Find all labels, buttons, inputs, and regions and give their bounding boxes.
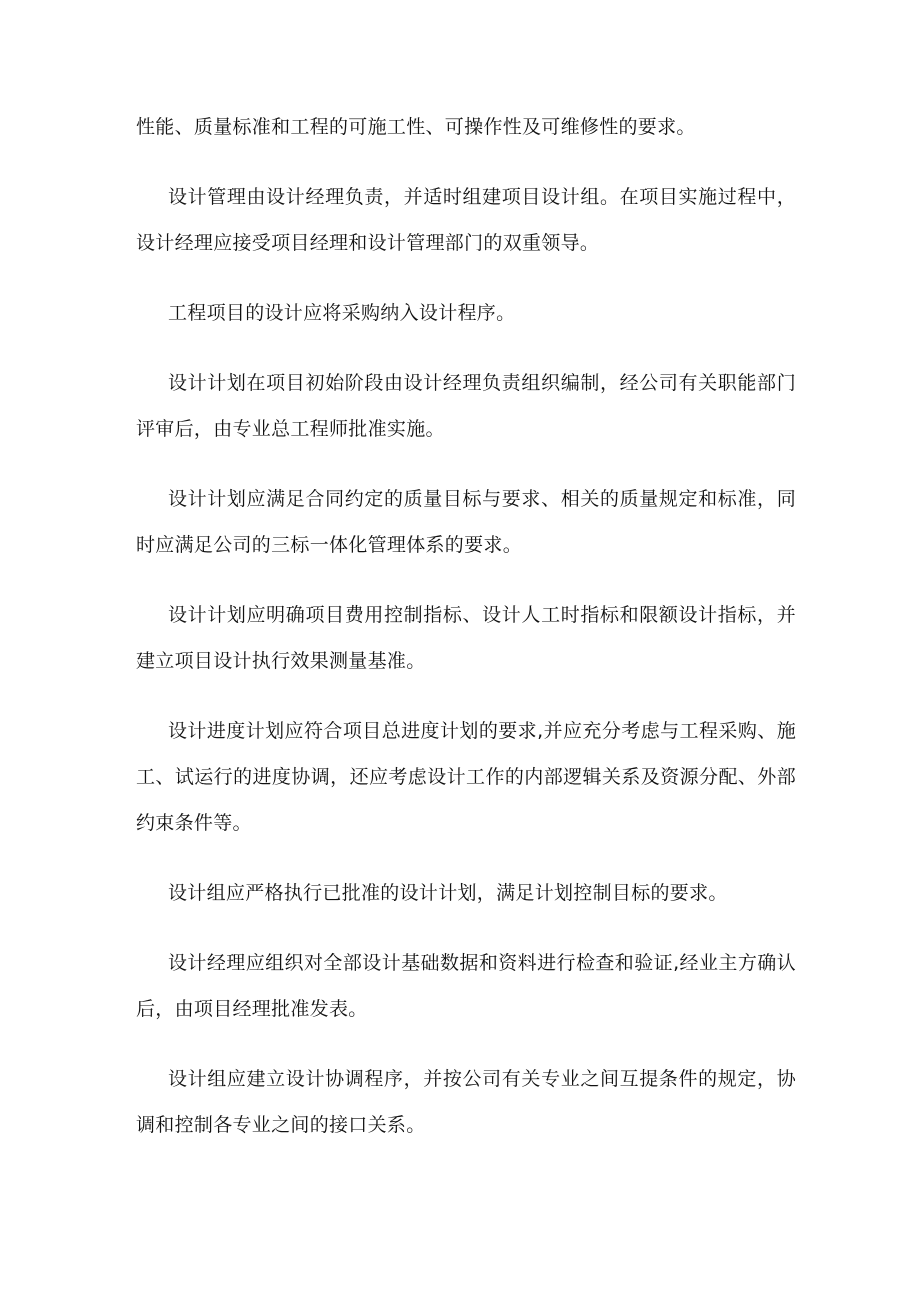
paragraph-8: 设计组应严格执行已批准的设计计划，满足计划控制目标的要求。 (168, 882, 728, 904)
paragraph-1: 性能、质量标准和工程的可施工性、可操作性及可维修性的要求。 (136, 116, 696, 138)
paragraph-5: 设计计划应满足合同约定的质量目标与要求、相关的质量规定和标准，同时应满足公司的三标一体化管理体系的要求。 (136, 488, 796, 556)
paragraph-4: 设计计划在项目初始阶段由设计经理负责组织编制，经公司有关职能部门评审后，由专业总工程师批准实施。 (136, 372, 796, 440)
paragraph-3: 工程项目的设计应将采购纳入设计程序。 (168, 302, 516, 324)
paragraph-9: 设计经理应组织对全部设计基础数据和资料进行检查和验证,经业主方确认后，由项目经理批准发表。 (136, 952, 796, 1020)
paragraph-10: 设计组应建立设计协调程序，并按公司有关专业之间互提条件的规定，协调和控制各专业之间的接口关系。 (136, 1068, 796, 1136)
paragraph-7: 设计进度计划应符合项目总进度计划的要求,并应充分考虑与工程采购、施工、试运行的进度协调，还应考虑设计工作的内部逻辑关系及资源分配、外部约束条件等。 (136, 720, 796, 834)
paragraph-6: 设计计划应明确项目费用控制指标、设计人工时指标和限额设计指标，并建立项目设计执行效果测量基准。 (136, 604, 796, 672)
document-body (136, 104, 796, 1172)
paragraph-2: 设计管理由设计经理负责，并适时组建项目设计组。在项目实施过程中，设计经理应接受项目经理和设计管理部门的双重领导。 (136, 186, 796, 254)
